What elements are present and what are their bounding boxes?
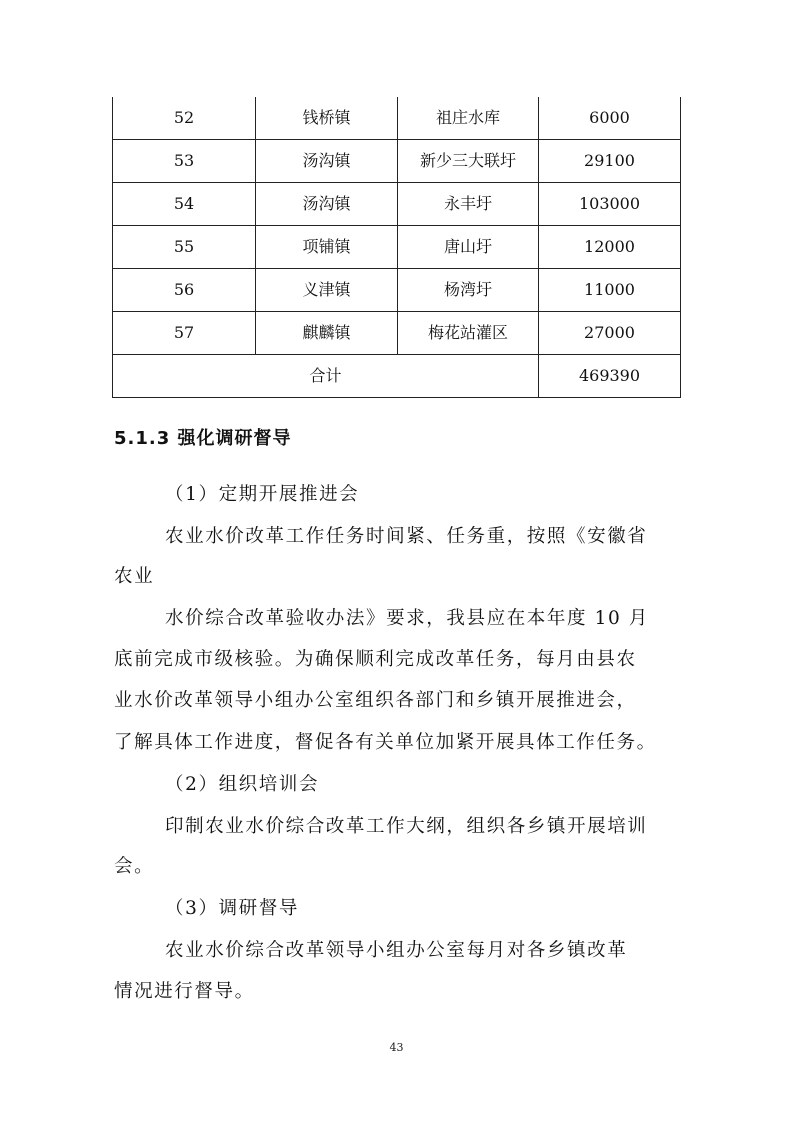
table-row [113, 226, 681, 269]
item-2-title: （2）组织培训会 [165, 774, 320, 795]
town-cell: 麒麟镇 [256, 312, 398, 355]
irrigation-area-table [112, 97, 681, 398]
town-cell: 义津镇 [256, 269, 398, 312]
table-row [113, 140, 681, 183]
table-row [113, 312, 681, 355]
town-cell: 汤沟镇 [256, 183, 398, 226]
town-cell: 钱桥镇 [256, 97, 398, 140]
section-heading: 5.1.3 强化调研督导 [114, 428, 292, 449]
town-cell: 汤沟镇 [256, 140, 398, 183]
table-total-row [113, 355, 681, 398]
page-number: 43 [389, 1041, 404, 1054]
item-1-title: （1）定期开展推进会 [165, 484, 360, 505]
row-number-cell: 56 [113, 269, 256, 312]
paragraph-line: 情况进行督导。 [114, 981, 255, 1002]
paragraph-line: 农业 [114, 566, 155, 587]
area-cell: 103000 [539, 183, 681, 226]
table-row [113, 97, 681, 140]
project-cell: 梅花站灌区 [398, 312, 539, 355]
area-cell: 29100 [539, 140, 681, 183]
row-number-cell: 54 [113, 183, 256, 226]
total-label-cell: 合计 [113, 355, 539, 398]
area-cell: 12000 [539, 226, 681, 269]
paragraph-line: 了解具体工作进度，督促各有关单位加紧开展具体工作任务。 [114, 732, 657, 753]
area-cell: 6000 [539, 97, 681, 140]
total-value-cell: 469390 [539, 355, 681, 398]
paragraph-line: 底前完成市级核验。为确保顺利完成改革任务，每月由县农 [114, 649, 637, 670]
paragraph-line: 会。 [114, 856, 155, 877]
row-number-cell: 52 [113, 97, 256, 140]
row-number-cell: 55 [113, 226, 256, 269]
town-cell: 项铺镇 [256, 226, 398, 269]
row-number-cell: 57 [113, 312, 256, 355]
project-cell: 祖庄水库 [398, 97, 539, 140]
paragraph-line: 印制农业水价综合改革工作大纲，组织各乡镇开展培训 [165, 816, 648, 837]
project-cell: 唐山圩 [398, 226, 539, 269]
row-number-cell: 53 [113, 140, 256, 183]
paragraph-line: 农业水价综合改革领导小组办公室每月对各乡镇改革 [165, 940, 628, 961]
paragraph-line: 水价综合改革验收办法》要求，我县应在本年度 10 月 [165, 608, 649, 629]
project-cell: 新少三大联圩 [398, 140, 539, 183]
paragraph-line: 业水价改革领导小组办公室组织各部门和乡镇开展推进会， [114, 690, 637, 711]
area-cell: 11000 [539, 269, 681, 312]
area-cell: 27000 [539, 312, 681, 355]
project-cell: 永丰圩 [398, 183, 539, 226]
item-3-title: （3）调研督导 [165, 898, 299, 919]
project-cell: 杨湾圩 [398, 269, 539, 312]
table-row [113, 269, 681, 312]
paragraph-line: 农业水价改革工作任务时间紧、任务重，按照《安徽省 [165, 526, 648, 547]
table-row [113, 183, 681, 226]
